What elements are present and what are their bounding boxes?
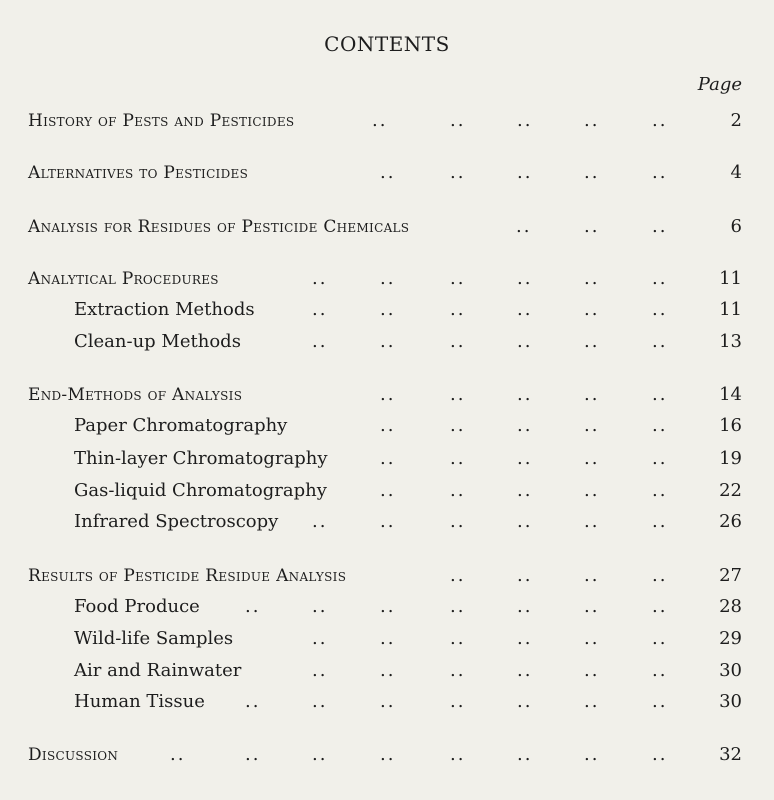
leader-dots: ..: [652, 744, 668, 765]
toc-entry-air-and-rainwater: [0, 658, 774, 684]
dot-leaders: [0, 214, 774, 240]
leader-dots: ..: [380, 268, 396, 289]
leader-dots: ..: [450, 596, 466, 617]
dot-leaders: [0, 626, 774, 652]
leader-dots: ..: [652, 331, 668, 352]
toc-entry-end-methods: [0, 382, 774, 408]
leader-dots: ..: [584, 299, 600, 320]
leader-dots: ..: [450, 480, 466, 501]
toc-entry-title: Alternatives to Pesticides: [28, 163, 249, 183]
leader-dots: ..: [380, 628, 396, 649]
dot-leaders: [0, 594, 774, 620]
leader-dots: ..: [652, 691, 668, 712]
page-column-label: Page: [697, 74, 742, 95]
leader-dots: ..: [380, 162, 396, 183]
leader-dots: ..: [380, 660, 396, 681]
leader-dots: ..: [312, 331, 328, 352]
toc-entry-title: Extraction Methods: [74, 299, 255, 320]
toc-entry-title: Human Tissue: [74, 691, 205, 712]
leader-dots: ..: [517, 384, 533, 405]
toc-entry-analysis-residues: [0, 214, 774, 240]
toc-entry-title: Clean-up Methods: [74, 331, 241, 352]
leader-dots: ..: [312, 660, 328, 681]
leader-dots: ..: [245, 691, 261, 712]
leader-dots: ..: [450, 268, 466, 289]
toc-entry-page: 2: [730, 110, 742, 131]
toc-entry-paper-chromatography: [0, 413, 774, 439]
toc-entry-page: 6: [730, 216, 742, 237]
leader-dots: ..: [312, 511, 328, 532]
toc-entry-page: 32: [719, 744, 742, 765]
leader-dots: ..: [170, 744, 186, 765]
leader-dots: ..: [652, 511, 668, 532]
toc-entry-gas-liquid-chromatography: [0, 478, 774, 504]
toc-entry-page: 30: [719, 691, 742, 712]
dot-leaders: [0, 446, 774, 472]
leader-dots: ..: [380, 480, 396, 501]
toc-entry-page: 14: [719, 384, 742, 405]
toc-entry-page: 30: [719, 660, 742, 681]
leader-dots: ..: [372, 110, 388, 131]
leader-dots: ..: [517, 299, 533, 320]
toc-entry-title: Food Produce: [74, 596, 200, 617]
leader-dots: ..: [517, 110, 533, 131]
leader-dots: ..: [380, 691, 396, 712]
toc-entry-thin-layer-chromatography: [0, 446, 774, 472]
leader-dots: ..: [652, 565, 668, 586]
leader-dots: ..: [450, 628, 466, 649]
dot-leaders: [0, 266, 774, 292]
leader-dots: ..: [517, 691, 533, 712]
leader-dots: ..: [584, 162, 600, 183]
leader-dots: ..: [450, 691, 466, 712]
toc-entry-title: Discussion: [28, 745, 119, 765]
toc-entry-page: 26: [719, 511, 742, 532]
leader-dots: ..: [450, 511, 466, 532]
leader-dots: ..: [584, 268, 600, 289]
toc-entry-page: 16: [719, 415, 742, 436]
leader-dots: ..: [584, 415, 600, 436]
toc-entry-analytical-procedures: [0, 266, 774, 292]
dot-leaders: [0, 160, 774, 186]
leader-dots: ..: [652, 415, 668, 436]
toc-entry-page: 22: [719, 480, 742, 501]
leader-dots: ..: [652, 596, 668, 617]
leader-dots: ..: [584, 384, 600, 405]
leader-dots: ..: [450, 162, 466, 183]
leader-dots: ..: [517, 744, 533, 765]
leader-dots: ..: [652, 216, 668, 237]
toc-entry-title: History of Pests and Pesticides: [28, 111, 295, 131]
leader-dots: ..: [584, 596, 600, 617]
dot-leaders: [0, 329, 774, 355]
leader-dots: ..: [517, 596, 533, 617]
leader-dots: ..: [450, 448, 466, 469]
dot-leaders: [0, 297, 774, 323]
leader-dots: ..: [312, 691, 328, 712]
toc-entry-page: 19: [719, 448, 742, 469]
leader-dots: ..: [380, 511, 396, 532]
leader-dots: ..: [517, 628, 533, 649]
leader-dots: ..: [652, 448, 668, 469]
leader-dots: ..: [652, 110, 668, 131]
toc-entry-title: Paper Chromatography: [74, 415, 288, 436]
toc-entry-title: Gas-liquid Chromatography: [74, 480, 327, 501]
toc-entry-title: Analysis for Residues of Pesticide Chemicals: [28, 217, 410, 237]
leader-dots: ..: [584, 660, 600, 681]
leader-dots: ..: [380, 596, 396, 617]
leader-dots: ..: [450, 299, 466, 320]
leader-dots: ..: [245, 596, 261, 617]
leader-dots: ..: [450, 331, 466, 352]
leader-dots: ..: [450, 565, 466, 586]
leader-dots: ..: [517, 331, 533, 352]
leader-dots: ..: [380, 299, 396, 320]
leader-dots: ..: [517, 268, 533, 289]
toc-entry-extraction-methods: [0, 297, 774, 323]
toc-entry-title: Analytical Procedures: [28, 269, 219, 289]
toc-entry-page: 11: [719, 299, 742, 320]
toc-entry-food-produce: [0, 594, 774, 620]
leader-dots: ..: [517, 448, 533, 469]
toc-entry-page: 11: [719, 268, 742, 289]
leader-dots: ..: [450, 660, 466, 681]
leader-dots: ..: [312, 268, 328, 289]
leader-dots: ..: [652, 480, 668, 501]
leader-dots: ..: [652, 162, 668, 183]
dot-leaders: [0, 689, 774, 715]
toc-entry-discussion: [0, 742, 774, 768]
toc-entry-clean-up-methods: [0, 329, 774, 355]
leader-dots: ..: [312, 744, 328, 765]
leader-dots: ..: [584, 628, 600, 649]
dot-leaders: [0, 509, 774, 535]
toc-entry-page: 29: [719, 628, 742, 649]
leader-dots: ..: [584, 511, 600, 532]
dot-leaders: [0, 742, 774, 768]
leader-dots: ..: [517, 415, 533, 436]
toc-entry-page: 28: [719, 596, 742, 617]
leader-dots: ..: [312, 628, 328, 649]
contents-heading: CONTENTS: [324, 32, 450, 56]
toc-entry-title: Wild-life Samples: [74, 628, 234, 649]
leader-dots: ..: [584, 448, 600, 469]
toc-entry-page: 13: [719, 331, 742, 352]
leader-dots: ..: [517, 162, 533, 183]
dot-leaders: [0, 382, 774, 408]
leader-dots: ..: [517, 511, 533, 532]
leader-dots: ..: [380, 384, 396, 405]
leader-dots: ..: [312, 596, 328, 617]
leader-dots: ..: [517, 660, 533, 681]
toc-entry-title: Infrared Spectroscopy: [74, 511, 279, 532]
toc-entry-title: Air and Rainwater: [74, 660, 242, 681]
leader-dots: ..: [380, 744, 396, 765]
leader-dots: ..: [652, 660, 668, 681]
leader-dots: ..: [652, 384, 668, 405]
dot-leaders: [0, 108, 774, 134]
leader-dots: ..: [245, 744, 261, 765]
leader-dots: ..: [652, 628, 668, 649]
toc-entry-title: End-Methods of Analysis: [28, 385, 243, 405]
leader-dots: ..: [517, 565, 533, 586]
leader-dots: ..: [584, 216, 600, 237]
toc-entry-title: Thin-layer Chromatography: [74, 448, 328, 469]
leader-dots: ..: [652, 299, 668, 320]
toc-entry-page: 4: [730, 162, 742, 183]
toc-entry-title: Results of Pesticide Residue Analysis: [28, 566, 347, 586]
toc-entry-wild-life-samples: [0, 626, 774, 652]
leader-dots: ..: [516, 216, 532, 237]
leader-dots: ..: [450, 384, 466, 405]
toc-entry-infrared-spectroscopy: [0, 509, 774, 535]
toc-entry-results: [0, 563, 774, 589]
leader-dots: ..: [312, 299, 328, 320]
leader-dots: ..: [584, 480, 600, 501]
leader-dots: ..: [380, 415, 396, 436]
leader-dots: ..: [517, 480, 533, 501]
toc-entry-history: [0, 108, 774, 134]
leader-dots: ..: [584, 691, 600, 712]
toc-entry-human-tissue: [0, 689, 774, 715]
dot-leaders: [0, 658, 774, 684]
leader-dots: ..: [584, 744, 600, 765]
toc-entry-page: 27: [719, 565, 742, 586]
leader-dots: ..: [584, 565, 600, 586]
leader-dots: ..: [380, 448, 396, 469]
leader-dots: ..: [450, 110, 466, 131]
leader-dots: ..: [584, 110, 600, 131]
toc-entry-alternatives: [0, 160, 774, 186]
dot-leaders: [0, 478, 774, 504]
leader-dots: ..: [652, 268, 668, 289]
dot-leaders: [0, 413, 774, 439]
leader-dots: ..: [584, 331, 600, 352]
dot-leaders: [0, 563, 774, 589]
leader-dots: ..: [450, 744, 466, 765]
leader-dots: ..: [450, 415, 466, 436]
leader-dots: ..: [380, 331, 396, 352]
